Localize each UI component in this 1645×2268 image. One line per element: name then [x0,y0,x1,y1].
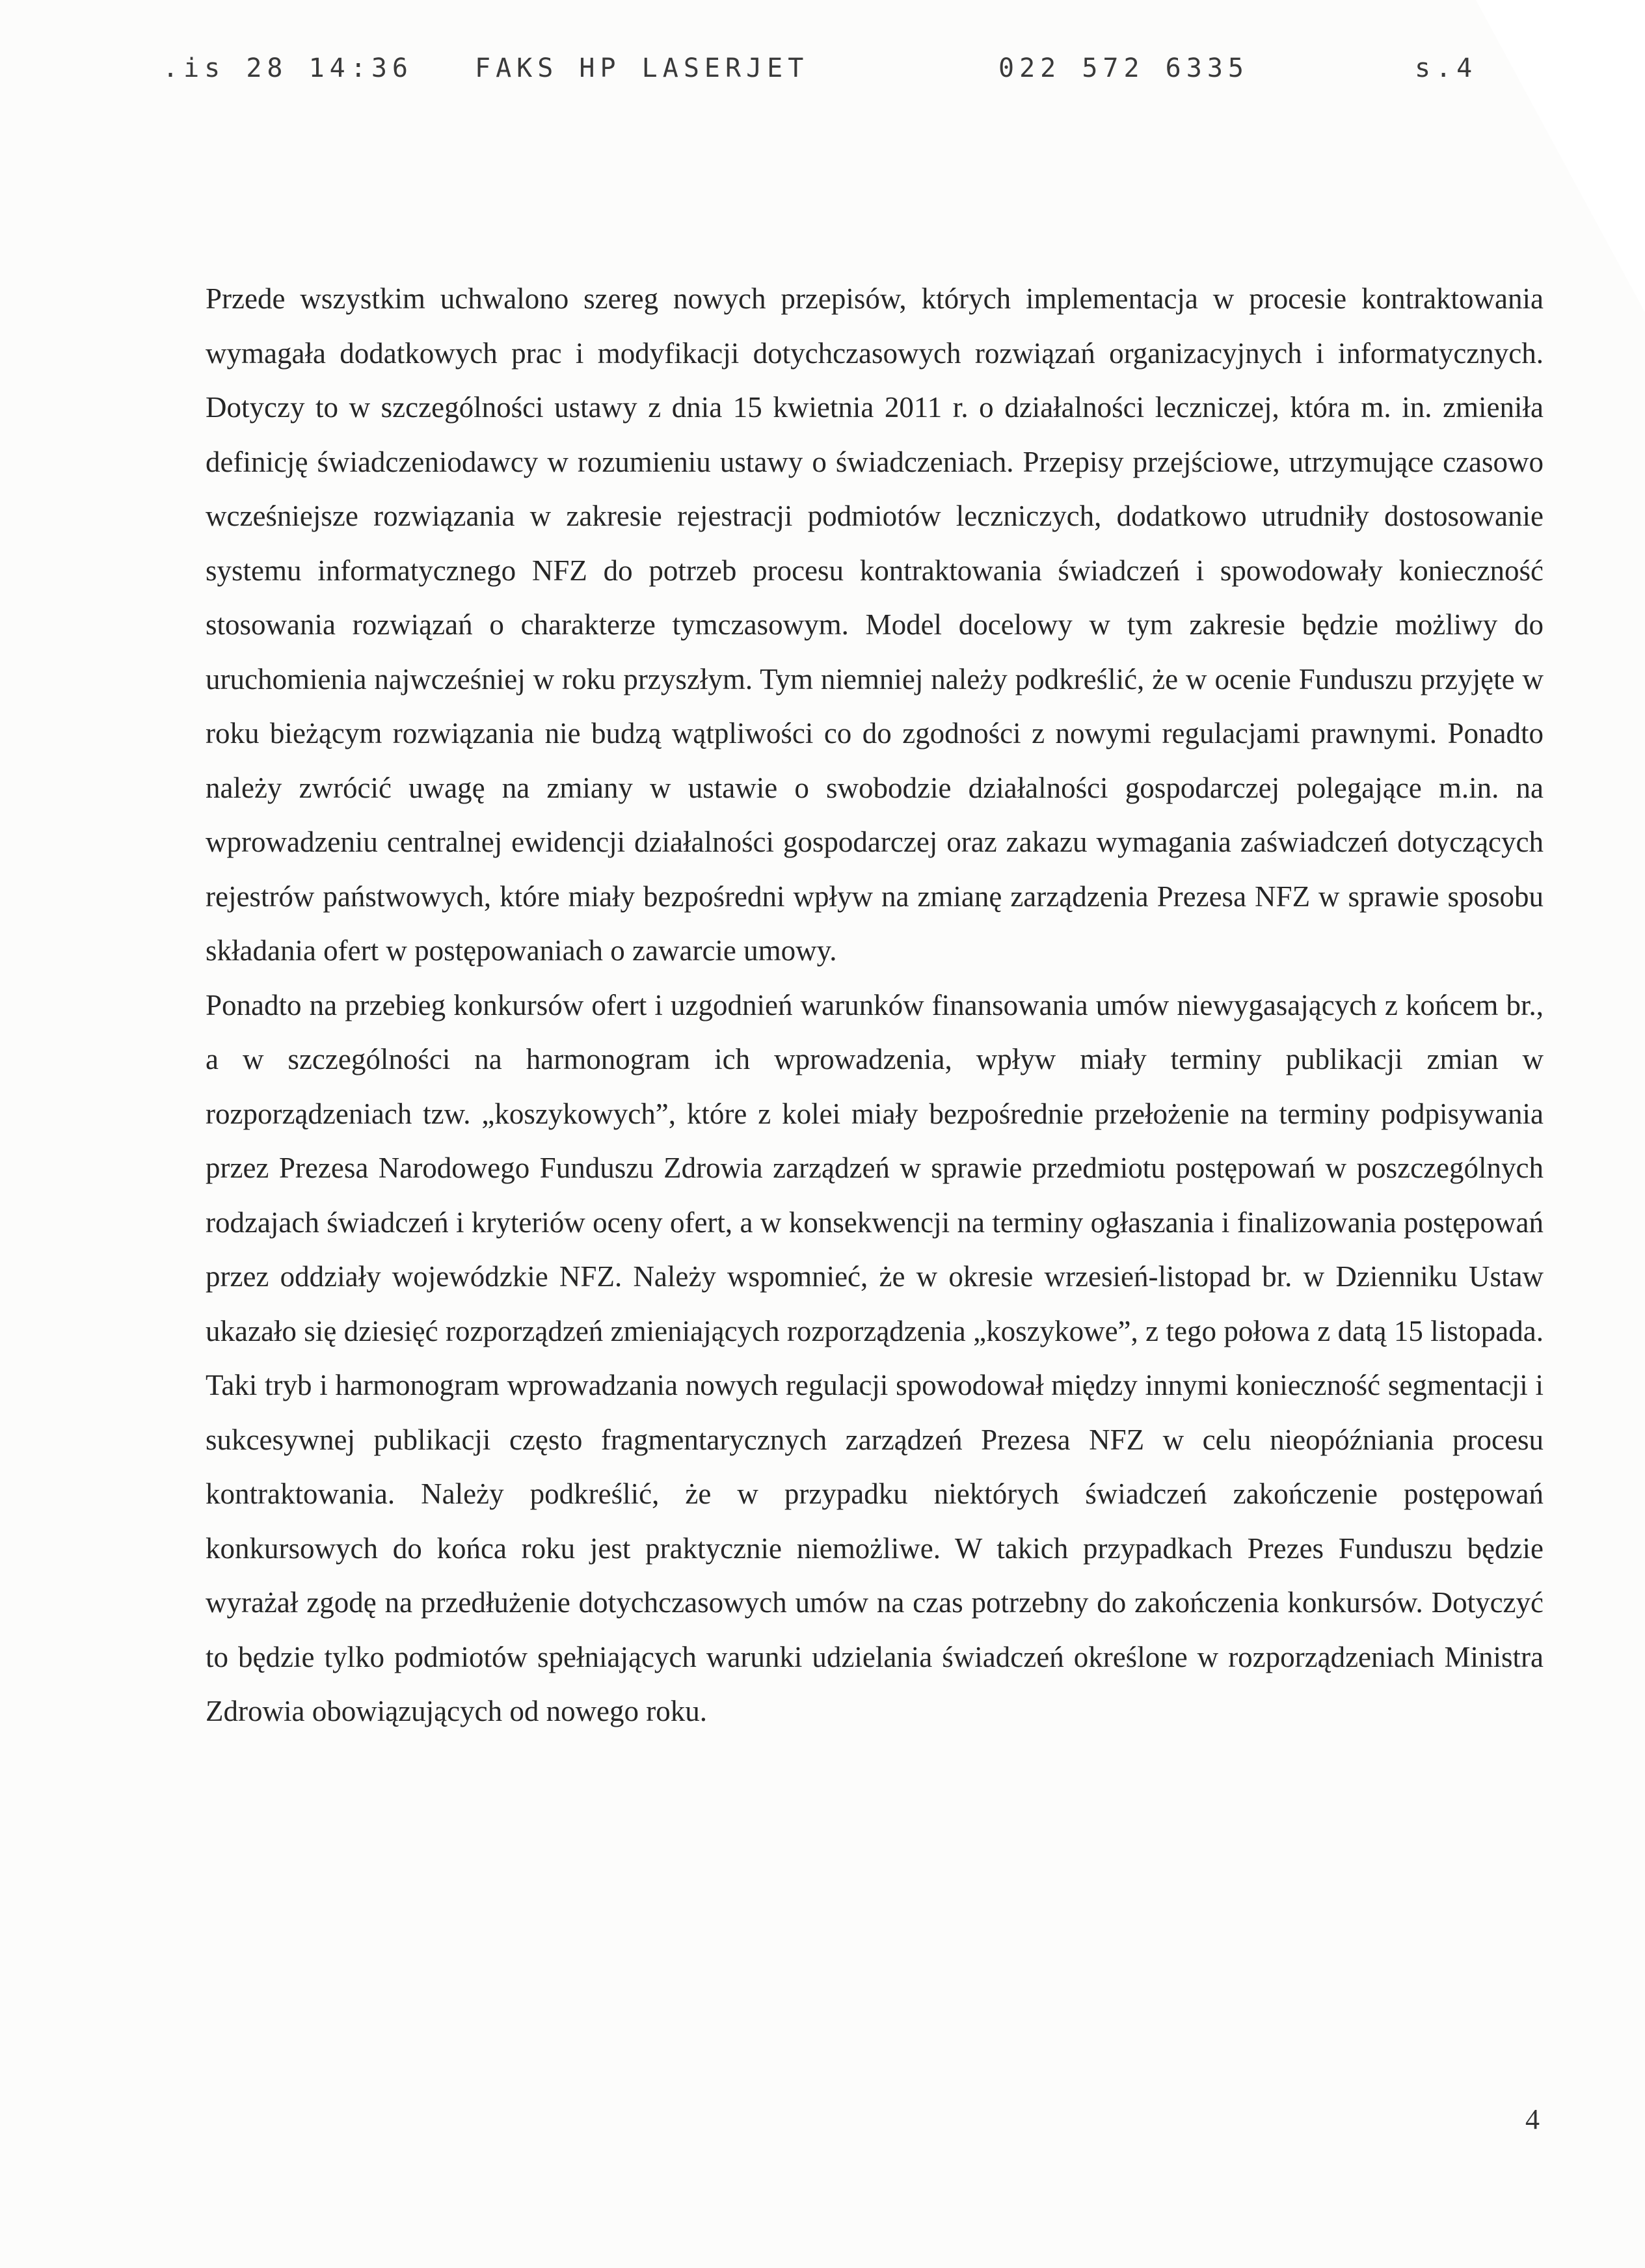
paragraph-1: Przede wszystkim uchwalono szereg nowych przepisów, których implementacja w procesie kontraktowania wymagała dodatkowych prac i modyfikacji dotychczasowych rozwiązań organizacyjnych i informatycznych. Dotyczy to w szczególności ustawy z dnia 15 kwietnia 2011 r. o działalności leczniczej, która m. in. zmieniła definicję świadczeniodawcy w rozumieniu ustawy o świadczeniach. Przepisy przejściowe, utrzymujące czasowo wcześniejsze rozwiązania w zakresie rejestracji podmiotów leczniczych, dodatkowo utrudniły dostosowanie systemu informatycznego NFZ do potrzeb procesu kontraktowania świadczeń i spowodowały konieczność stosowania rozwiązań o charakterze tymczasowym. Model docelowy w tym zakresie będzie możliwy do uruchomienia najwcześniej w roku przyszłym. Tym niemniej należy podkreślić, że w ocenie Funduszu przyjęte w roku bieżącym rozwiązania nie budzą wątpliwości co do zgodności z nowymi regulacjami prawnymi. Ponadto należy zwrócić uwagę na zmiany w ustawie o swobodzie działalności gospodarczej polegające m.in. na wprowadzeniu centralnej ewidencji działalności gospodarczej oraz zakazu wymagania zaświadczeń dotyczących rejestrów państwowych, które miały bezpośredni wpływ na zmianę zarządzenia Prezesa NFZ w sprawie sposobu składania ofert w postępowaniach o zawarcie umowy. [206,282,1544,967]
fax-header [0,53,1645,92]
fax-header-phone: 022 572 6335 [998,53,1249,83]
fax-header-page: s.4 [1415,53,1478,83]
fax-header-sender: FAKS HP LASERJET [475,53,809,83]
paragraph-2: Ponadto na przebieg konkursów ofert i uzgodnień warunków finansowania umów niewygasających z końcem br., a w szczególności na harmonogram ich wprowadzenia, wpływ miały terminy publikacji zmian w rozporządzeniach tzw. „koszykowych”, które z kolei miały bezpośrednie przełożenie na terminy podpisywania przez Prezesa Narodowego Funduszu Zdrowia zarządzeń w sprawie przedmiotu postępowań w poszczególnych rodzajach świadczeń i kryteriów oceny ofert, a w konsekwencji na terminy ogłaszania i finalizowania postępowań przez oddziały wojewódzkie NFZ. Należy wspomnieć, że w okresie wrzesień-listopad br. w Dzienniku Ustaw ukazało się dziesięć rozporządzeń zmieniających rozporządzenia „koszykowe”, z tego połowa z datą 15 listopada. Taki tryb i harmonogram wprowadzania nowych regulacji spowodował między innymi konieczność segmentacji i sukcesywnej publikacji często fragmentarycznych zarządzeń Prezesa NFZ w celu nieopóźniania procesu kontraktowania. Należy podkreślić, że w przypadku niektórych świadczeń zakończenie postępowań konkursowych do końca roku jest praktycznie niemożliwe. W takich przypadkach Prezes Funduszu będzie wyrażał zgodę na przedłużenie dotychczasowych umów na czas potrzebny do zakończenia konkursów. Dotyczyć to będzie tylko podmiotów spełniających warunki udzielania świadczeń określone w rozporządzeniach Ministra Zdrowia obowiązujących od nowego roku. [206,988,1544,1727]
folded-corner [1476,0,1645,312]
page-number: 4 [1525,2103,1540,2135]
document-body [206,272,1544,1739]
fax-header-date: .is 28 14:36 [163,53,413,83]
